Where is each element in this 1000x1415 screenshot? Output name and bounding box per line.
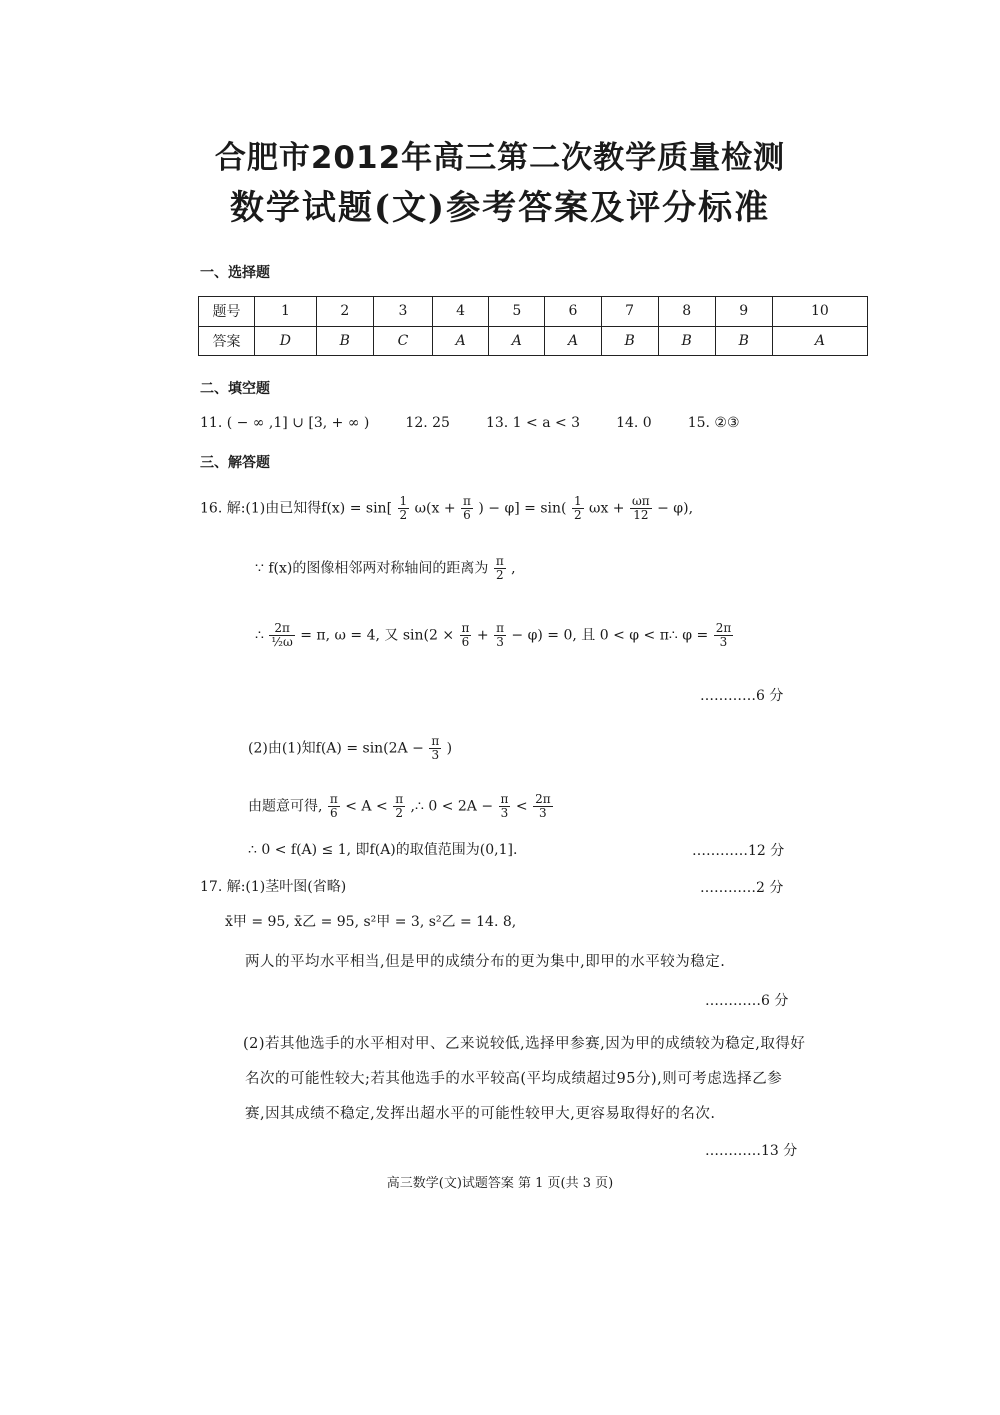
text-segment: − φ) = 0, 且 0 < φ < π∴ φ = (511, 627, 709, 644)
table-cell: 9 (715, 297, 772, 327)
q16-line-5 (248, 793, 554, 820)
row-label-number: 题号 (199, 297, 255, 327)
fraction (398, 495, 410, 522)
denominator: ½ω (271, 635, 293, 649)
text-segment: ,∴ 0 < 2A − (410, 798, 494, 815)
text-segment: − φ), (657, 500, 694, 517)
denominator: 3 (496, 635, 504, 649)
text-segment: < A < (345, 798, 388, 815)
table-cell: B (601, 326, 658, 356)
q16-line-1 (200, 495, 693, 522)
fraction (460, 622, 472, 649)
q17-para-1: (2)若其他选手的水平相对甲、乙来说较低,选择甲参赛,因为甲的成绩较为稳定,取得好 (243, 1036, 806, 1052)
denominator: 6 (463, 508, 471, 522)
page-subtitle: 数学试题(文)参考答案及评分标准 (229, 188, 771, 228)
fill-item: 15. ②③ (687, 415, 740, 431)
numerator: 2π (269, 622, 294, 636)
table-cell: 2 (316, 297, 373, 327)
table-cell: D (255, 326, 317, 356)
table-row (199, 326, 868, 356)
section-heading-solution: 三、解答题 (200, 455, 270, 471)
page-footer: 高三数学(文)试题答案 第 1 页(共 3 页) (386, 1176, 614, 1191)
table-row (199, 297, 868, 327)
numerator: π (431, 734, 440, 748)
denominator: 6 (461, 635, 470, 649)
table-cell: 5 (489, 297, 545, 327)
table-cell: C (373, 326, 432, 356)
q17-para-2: 名次的可能性较大;若其他选手的水平较高(平均成绩超过95分),则可考虑选择乙参 (245, 1071, 783, 1087)
text-segment: ) − φ] = sin( (478, 500, 567, 517)
table-cell: A (772, 326, 867, 356)
numerator: 2π (715, 621, 732, 635)
table-cell: B (715, 326, 772, 356)
text-segment: (2)由(1)知f(A) = sin(2A − (248, 740, 424, 757)
choice-answer-table (198, 296, 868, 356)
table-cell: 4 (433, 297, 489, 327)
denominator: 3 (500, 806, 509, 820)
denominator: 12 (633, 508, 649, 522)
table-cell: A (545, 326, 601, 356)
numerator: 1 (573, 494, 582, 508)
fill-item: 13. 1 < a < 3 (485, 415, 581, 431)
numerator: π (496, 621, 504, 635)
numerator: π (329, 792, 338, 806)
numerator: π (495, 554, 504, 568)
q17-line-2: x̄甲 = 95, x̄乙 = 95, s²甲 = 3, s²乙 = 14. 8, (225, 914, 517, 930)
table-cell: B (658, 326, 715, 356)
fraction (429, 735, 441, 762)
denominator: 2 (399, 508, 408, 522)
row-label-answer: 答案 (199, 326, 255, 356)
q16-line-4 (248, 735, 452, 762)
q17-para-3: 赛,因其成绩不稳定,发挥出超水平的可能性较甲大,更容易取得好的名次. (245, 1106, 716, 1122)
section-heading-fill: 二、填空题 (200, 381, 270, 397)
table-cell: 6 (545, 297, 601, 327)
numerator: π (461, 621, 470, 635)
text-segment: 16. 解:(1)由已知得f(x) = sin[ (200, 500, 393, 517)
denominator: 6 (330, 806, 338, 820)
text-segment: < (515, 798, 528, 815)
fraction (630, 495, 652, 522)
numerator: π (395, 792, 404, 806)
fraction (499, 793, 511, 820)
text-segment: 由题意可得, (248, 798, 323, 815)
numerator: 2π (535, 792, 551, 806)
page-title: 合肥市2012年高三第二次教学质量检测 (214, 140, 786, 176)
table-cell: 3 (373, 297, 432, 327)
text-segment: + (476, 627, 489, 644)
score-marker: …………6 分 (705, 993, 789, 1009)
text-segment: ω(x + (414, 500, 456, 517)
table-cell: A (489, 326, 545, 356)
denominator: 3 (431, 748, 440, 762)
section-heading-choice: 一、选择题 (200, 265, 270, 281)
numerator: π (500, 792, 509, 806)
numerator: ωπ (632, 494, 650, 508)
table-cell: 1 (255, 297, 317, 327)
q17-line-1: 17. 解:(1)茎叶图(省略) (200, 879, 347, 895)
denominator: 3 (719, 635, 728, 649)
text-segment: = π, ω = 4, 又 sin(2 × (300, 627, 455, 644)
table-cell: 10 (772, 297, 867, 327)
text-segment: ) (446, 740, 453, 757)
table-cell: B (316, 326, 373, 356)
score-marker: …………13 分 (705, 1143, 798, 1159)
fraction (393, 793, 405, 820)
text-segment: ∵ f(x)的图像相邻两对称轴间的距离为 (255, 560, 489, 577)
numerator: π (463, 494, 471, 508)
table-cell: A (433, 326, 489, 356)
numerator: 1 (399, 494, 408, 508)
q16-line-6: ∴ 0 < f(A) ≤ 1, 即f(A)的取值范围为(0,1]. (248, 842, 518, 858)
denominator: 2 (495, 568, 504, 582)
score-marker: …………2 分 (700, 880, 784, 896)
fraction (461, 495, 473, 522)
fraction (494, 555, 506, 582)
q16-line-3 (255, 622, 734, 649)
table-cell: 7 (601, 297, 658, 327)
fraction (269, 622, 294, 649)
fraction (533, 793, 553, 820)
score-marker: …………12 分 (692, 843, 785, 859)
score-marker: …………6 分 (700, 688, 784, 704)
fill-answers (200, 413, 740, 433)
fill-item: 12. 25 (405, 415, 450, 431)
fill-item: 14. 0 (616, 415, 652, 431)
fraction (328, 793, 340, 820)
text-segment: ∴ (255, 627, 264, 644)
q17-line-3: 两人的平均水平相当,但是甲的成绩分布的更为集中,即甲的水平较为稳定. (245, 954, 726, 970)
denominator: 3 (539, 806, 547, 820)
fill-item: 11. ( − ∞ ,1] ∪ [3, + ∞ ) (200, 415, 370, 431)
fraction (494, 622, 506, 649)
text-segment: , (511, 560, 516, 577)
text-segment: ωx + (589, 500, 625, 517)
denominator: 2 (573, 508, 582, 522)
fraction (572, 495, 584, 522)
fraction (714, 622, 734, 649)
q16-line-2 (255, 555, 516, 582)
denominator: 2 (395, 806, 403, 820)
table-cell: 8 (658, 297, 715, 327)
